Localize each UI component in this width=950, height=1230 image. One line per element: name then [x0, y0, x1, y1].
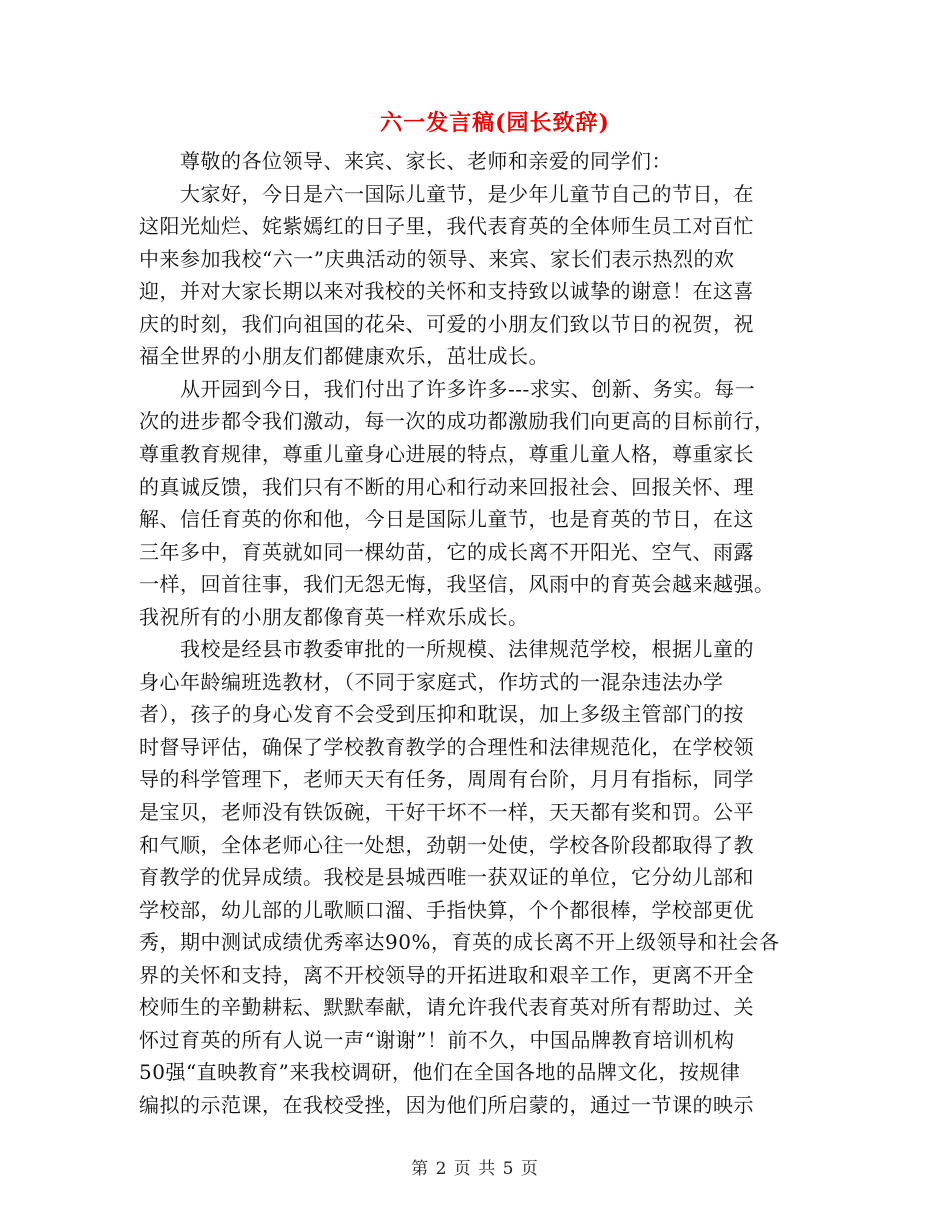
page-footer: 第 2 页 共 5 页 — [411, 1159, 539, 1179]
document-title: 六一发言稿(园长致辞) — [380, 110, 610, 136]
body-line: 这阳光灿烂、姹紫嫣红的日子里，我代表育英的全体师生员工对百忙 — [139, 214, 754, 239]
body-line: 是宝贝，老师没有铁饭碗，干好干坏不一样，天天都有奖和罚。公平 — [139, 800, 754, 824]
body-line: 50强“直映教育”来我校调研，他们在全国各地的品牌文化，按规律 — [139, 1060, 741, 1085]
body-line: 大家好，今日是六一国际儿童节，是少年儿童节自己的节日，在 — [139, 181, 754, 206]
body-line: 尊重教育规律，尊重儿童身心进展的特点，尊重儿童人格，尊重家长 — [139, 441, 754, 466]
body-line: 尊敬的各位领导、来宾、家长、老师和亲爱的同学们： — [139, 149, 672, 173]
body-line: 校师生的辛勤耕耘、默默奉献，请允许我代表育英对所有帮助过、关 — [139, 995, 754, 1020]
body-line: 一样，回首往事，我们无怨无悔，我坚信，风雨中的育英会越来越强。 — [139, 572, 775, 597]
body-line: 次的进步都令我们激动，每一次的成功都激励我们向更高的目标前行， — [139, 409, 775, 434]
body-line: 界的关怀和支持，离不开校领导的开拓进取和艰辛工作，更离不开全 — [139, 962, 754, 987]
body-line: 从开园到今日，我们付出了许多许多---求实、创新、务实。每一 — [139, 376, 756, 401]
body-line: 我祝所有的小朋友都像育英一样欢乐成长。 — [139, 604, 529, 629]
body-line: 我校是经县市教委审批的一所规模、法律规范学校，根据儿童的 — [139, 637, 754, 662]
body-line: 育教学的优异成绩。我校是县城西唯一获双证的单位，它分幼儿部和 — [139, 865, 754, 890]
body-line: 者），孩子的身心发育不会受到压抑和耽误，加上多级主管部门的按 — [139, 702, 744, 727]
body-line: 庆的时刻，我们向祖国的花朵、可爱的小朋友们致以节日的祝贺，祝 — [139, 311, 754, 336]
body-line: 三年多中，育英就如同一棵幼苗，它的成长离不开阳光、空气、雨露 — [139, 539, 754, 564]
body-line: 和气顺，全体老师心往一处想，劲朝一处使，学校各阶段都取得了教 — [139, 832, 754, 857]
body-line: 身心年龄编班选教材，（不同于家庭式，作坊式的一混杂违法办学 — [139, 669, 724, 694]
body-line: 解、信任育英的你和他，今日是国际儿童节，也是育英的节日，在这 — [139, 507, 754, 532]
body-line: 秀，期中测试成绩优秀率达90%，育英的成长离不开上级领导和社会各 — [139, 930, 780, 955]
body-line: 的真诚反馈，我们只有不断的用心和行动来回报社会、回报关怀、理 — [139, 474, 754, 499]
body-line: 怀过育英的所有人说一声“谢谢”！前不久，中国品牌教育培训机构 — [139, 1027, 735, 1052]
body-line: 导的科学管理下，老师天天有任务，周周有台阶，月月有指标，同学 — [139, 767, 754, 792]
body-line: 学校部，幼儿部的儿歌顺口溜、手指快算，个个都很棒，学校部更优 — [139, 897, 754, 922]
body-line: 中来参加我校“六一”庆典活动的领导、来宾、家长们表示热烈的欢 — [139, 246, 735, 271]
body-line: 迎，并对大家长期以来对我校的关怀和支持致以诚挚的谢意！在这喜 — [139, 279, 754, 304]
body-line: 编拟的示范课，在我校受挫，因为他们所启蒙的，通过一节课的映示 — [139, 1092, 754, 1117]
body-line: 时督导评估，确保了学校教育教学的合理性和法律规范化，在学校领 — [139, 734, 754, 759]
body-line: 福全世界的小朋友们都健康欢乐，茁壮成长。 — [139, 344, 549, 369]
